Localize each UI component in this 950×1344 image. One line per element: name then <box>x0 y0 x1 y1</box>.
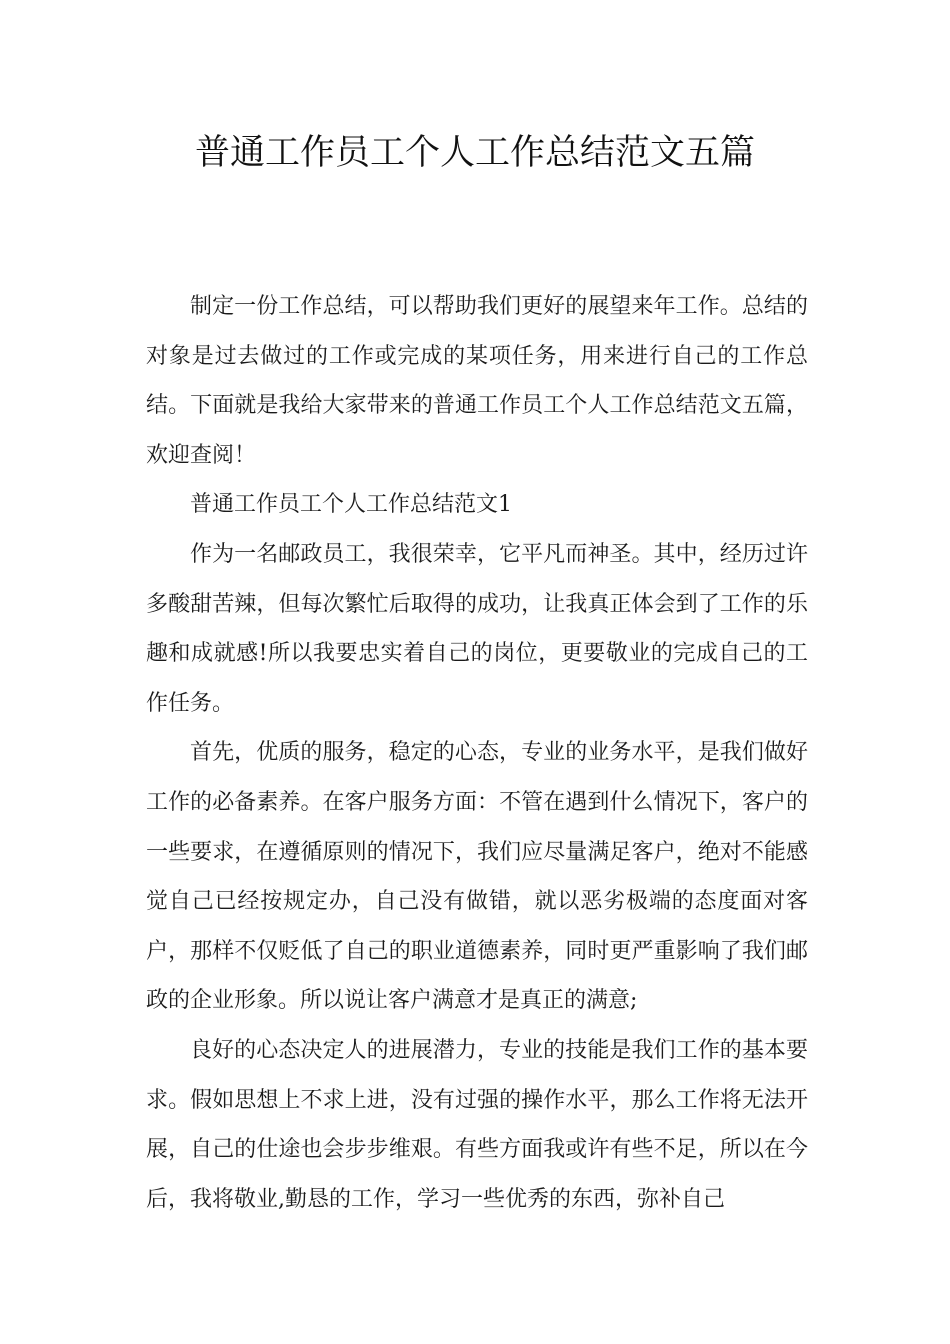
body-paragraph: 良好的心态决定人的进展潜力，专业的技能是我们工作的基本要求。假如思想上不求上进，没有过强的操作水平，那么工作将无法开展，自己的仕途也会步步维艰。有些方面我或许有些不足，所以在今后，我将敬业,勤恳的工作，学习一些优秀的东西，弥补自己 <box>146 1037 808 1212</box>
body-paragraph: 作为一名邮政员工，我很荣幸，它平凡而神圣。其中，经历过许多酸甜苦辣，但每次繁忙后取得的成功，让我真正体会到了工作的乐趣和成就感!所以我要忠实着自己的岗位，更要敬业的完成自己的工作任务。 <box>146 541 808 716</box>
intro-paragraph: 制定一份工作总结，可以帮助我们更好的展望来年工作。总结的对象是过去做过的工作或完成的某项任务，用来进行自己的工作总结。下面就是我给大家带来的普通工作员工个人工作总结范文五篇，欢迎查阅！ <box>146 294 808 468</box>
body-paragraph: 首先，优质的服务，稳定的心态，专业的业务水平，是我们做好工作的必备素养。在客户服务方面：不管在遇到什么情况下，客户的一些要求，在遵循原则的情况下，我们应尽量满足客户，绝对不能感觉自己已经按规定办，自己没有做错，就以恶劣极端的态度面对客户，那样不仅贬低了自己的职业道德素养，同时更严重影响了我们邮政的企业形象。所以说让客户满意才是真正的满意; <box>146 740 808 1014</box>
section-heading: 普通工作员工个人工作总结范文1 <box>190 492 512 518</box>
document-body <box>146 282 808 1224</box>
document-title: 普通工作员工个人工作总结范文五篇 <box>194 133 755 173</box>
